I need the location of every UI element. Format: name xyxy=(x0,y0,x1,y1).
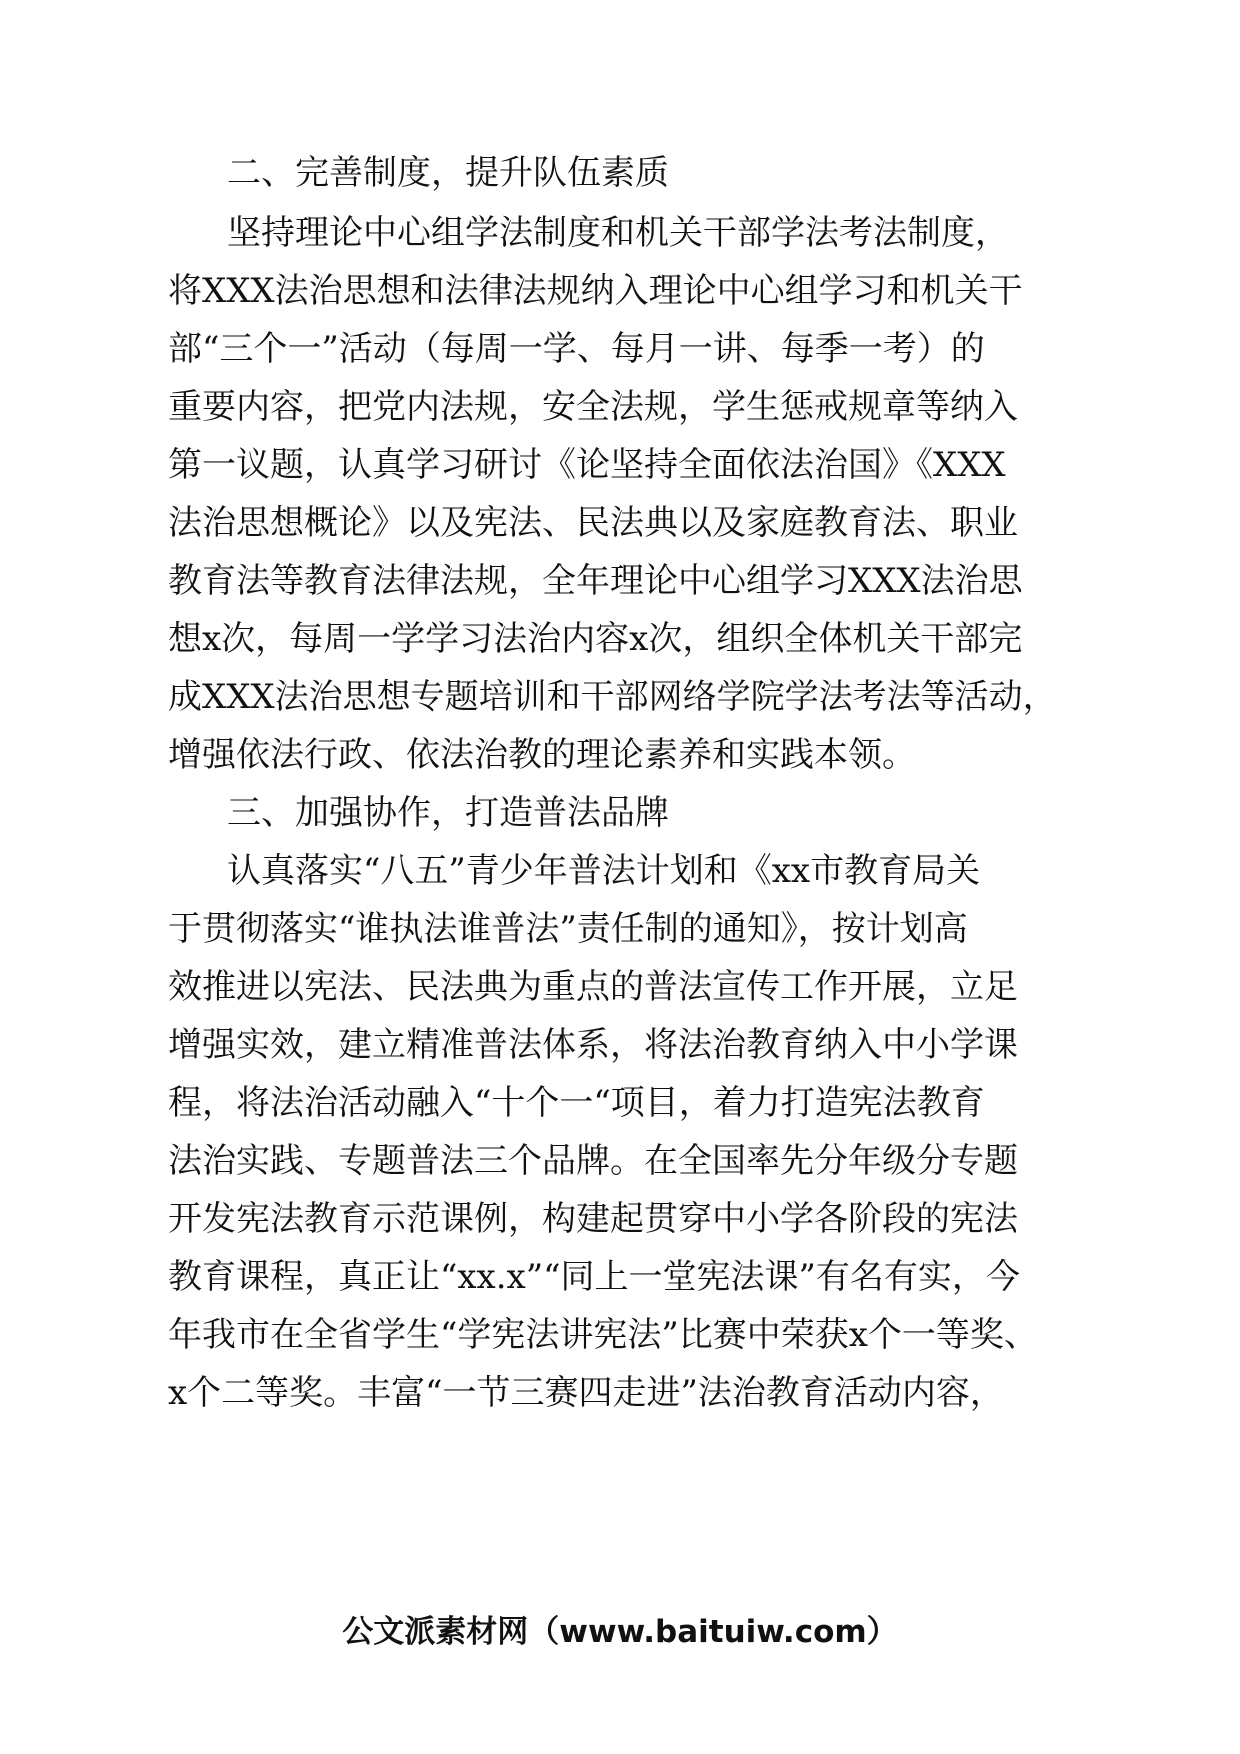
paragraph-line: 成XXX法治思想专题培训和干部网络学院学法考法等活动， xyxy=(168,677,1057,717)
paragraph-line: 第一议题，认真学习研讨《论坚持全面依法治国》《XXX xyxy=(168,445,1006,485)
paragraph-line: 部“三个一”活动（每周一学、每月一讲、每季一考）的 xyxy=(168,329,985,369)
paragraph-line: 将XXX法治思想和法律法规纳入理论中心组学习和机关干 xyxy=(168,271,1023,311)
paragraph-line: 增强依法行政、依法治教的理论素养和实践本领。 xyxy=(168,735,916,775)
paragraph-line: 法治实践、专题普法三个品牌。在全国率先分年级分专题 xyxy=(168,1141,1018,1181)
section-heading-2: 二、完善制度，提升队伍素质 xyxy=(227,153,669,193)
paragraph-line: 增强实效，建立精准普法体系，将法治教育纳入中小学课 xyxy=(168,1025,1018,1065)
section-heading-3: 三、加强协作，打造普法品牌 xyxy=(227,793,669,833)
footer-watermark: 公文派素材网（www.baituiw.com） xyxy=(342,1614,898,1650)
paragraph-line: 重要内容，把党内法规，安全法规，学生惩戒规章等纳入 xyxy=(168,387,1018,427)
paragraph-line: 效推进以宪法、民法典为重点的普法宣传工作开展，立足 xyxy=(168,967,1018,1007)
paragraph-line: x个二等奖。丰富“一节三赛四走进”法治教育活动内容， xyxy=(168,1373,1004,1413)
paragraph-line: 想x次，每周一学学习法治内容x次，组织全体机关干部完 xyxy=(168,619,1023,659)
paragraph-line: 坚持理论中心组学法制度和机关干部学法考法制度， xyxy=(227,213,1009,253)
paragraph-line: 法治思想概论》以及宪法、民法典以及家庭教育法、职业 xyxy=(168,503,1018,543)
paragraph-line: 开发宪法教育示范课例，构建起贯穿中小学各阶段的宪法 xyxy=(168,1199,1018,1239)
paragraph-line: 程，将法治活动融入“十个一“项目，着力打造宪法教育 xyxy=(168,1083,985,1123)
paragraph-line: 年我市在全省学生“学宪法讲宪法”比赛中荣获x个一等奖、 xyxy=(168,1315,1038,1355)
paragraph-line: 教育课程，真正让“xx.x”“同上一堂宪法课”有名有实，今 xyxy=(168,1257,1020,1297)
paragraph-line: 于贯彻落实“谁执法谁普法”责任制的通知》，按计划高 xyxy=(168,909,968,949)
paragraph-line: 认真落实“八五”青少年普法计划和《xx市教育局关 xyxy=(227,851,981,891)
paragraph-line: 教育法等教育法律法规，全年理论中心组学习XXX法治思 xyxy=(168,561,1023,601)
